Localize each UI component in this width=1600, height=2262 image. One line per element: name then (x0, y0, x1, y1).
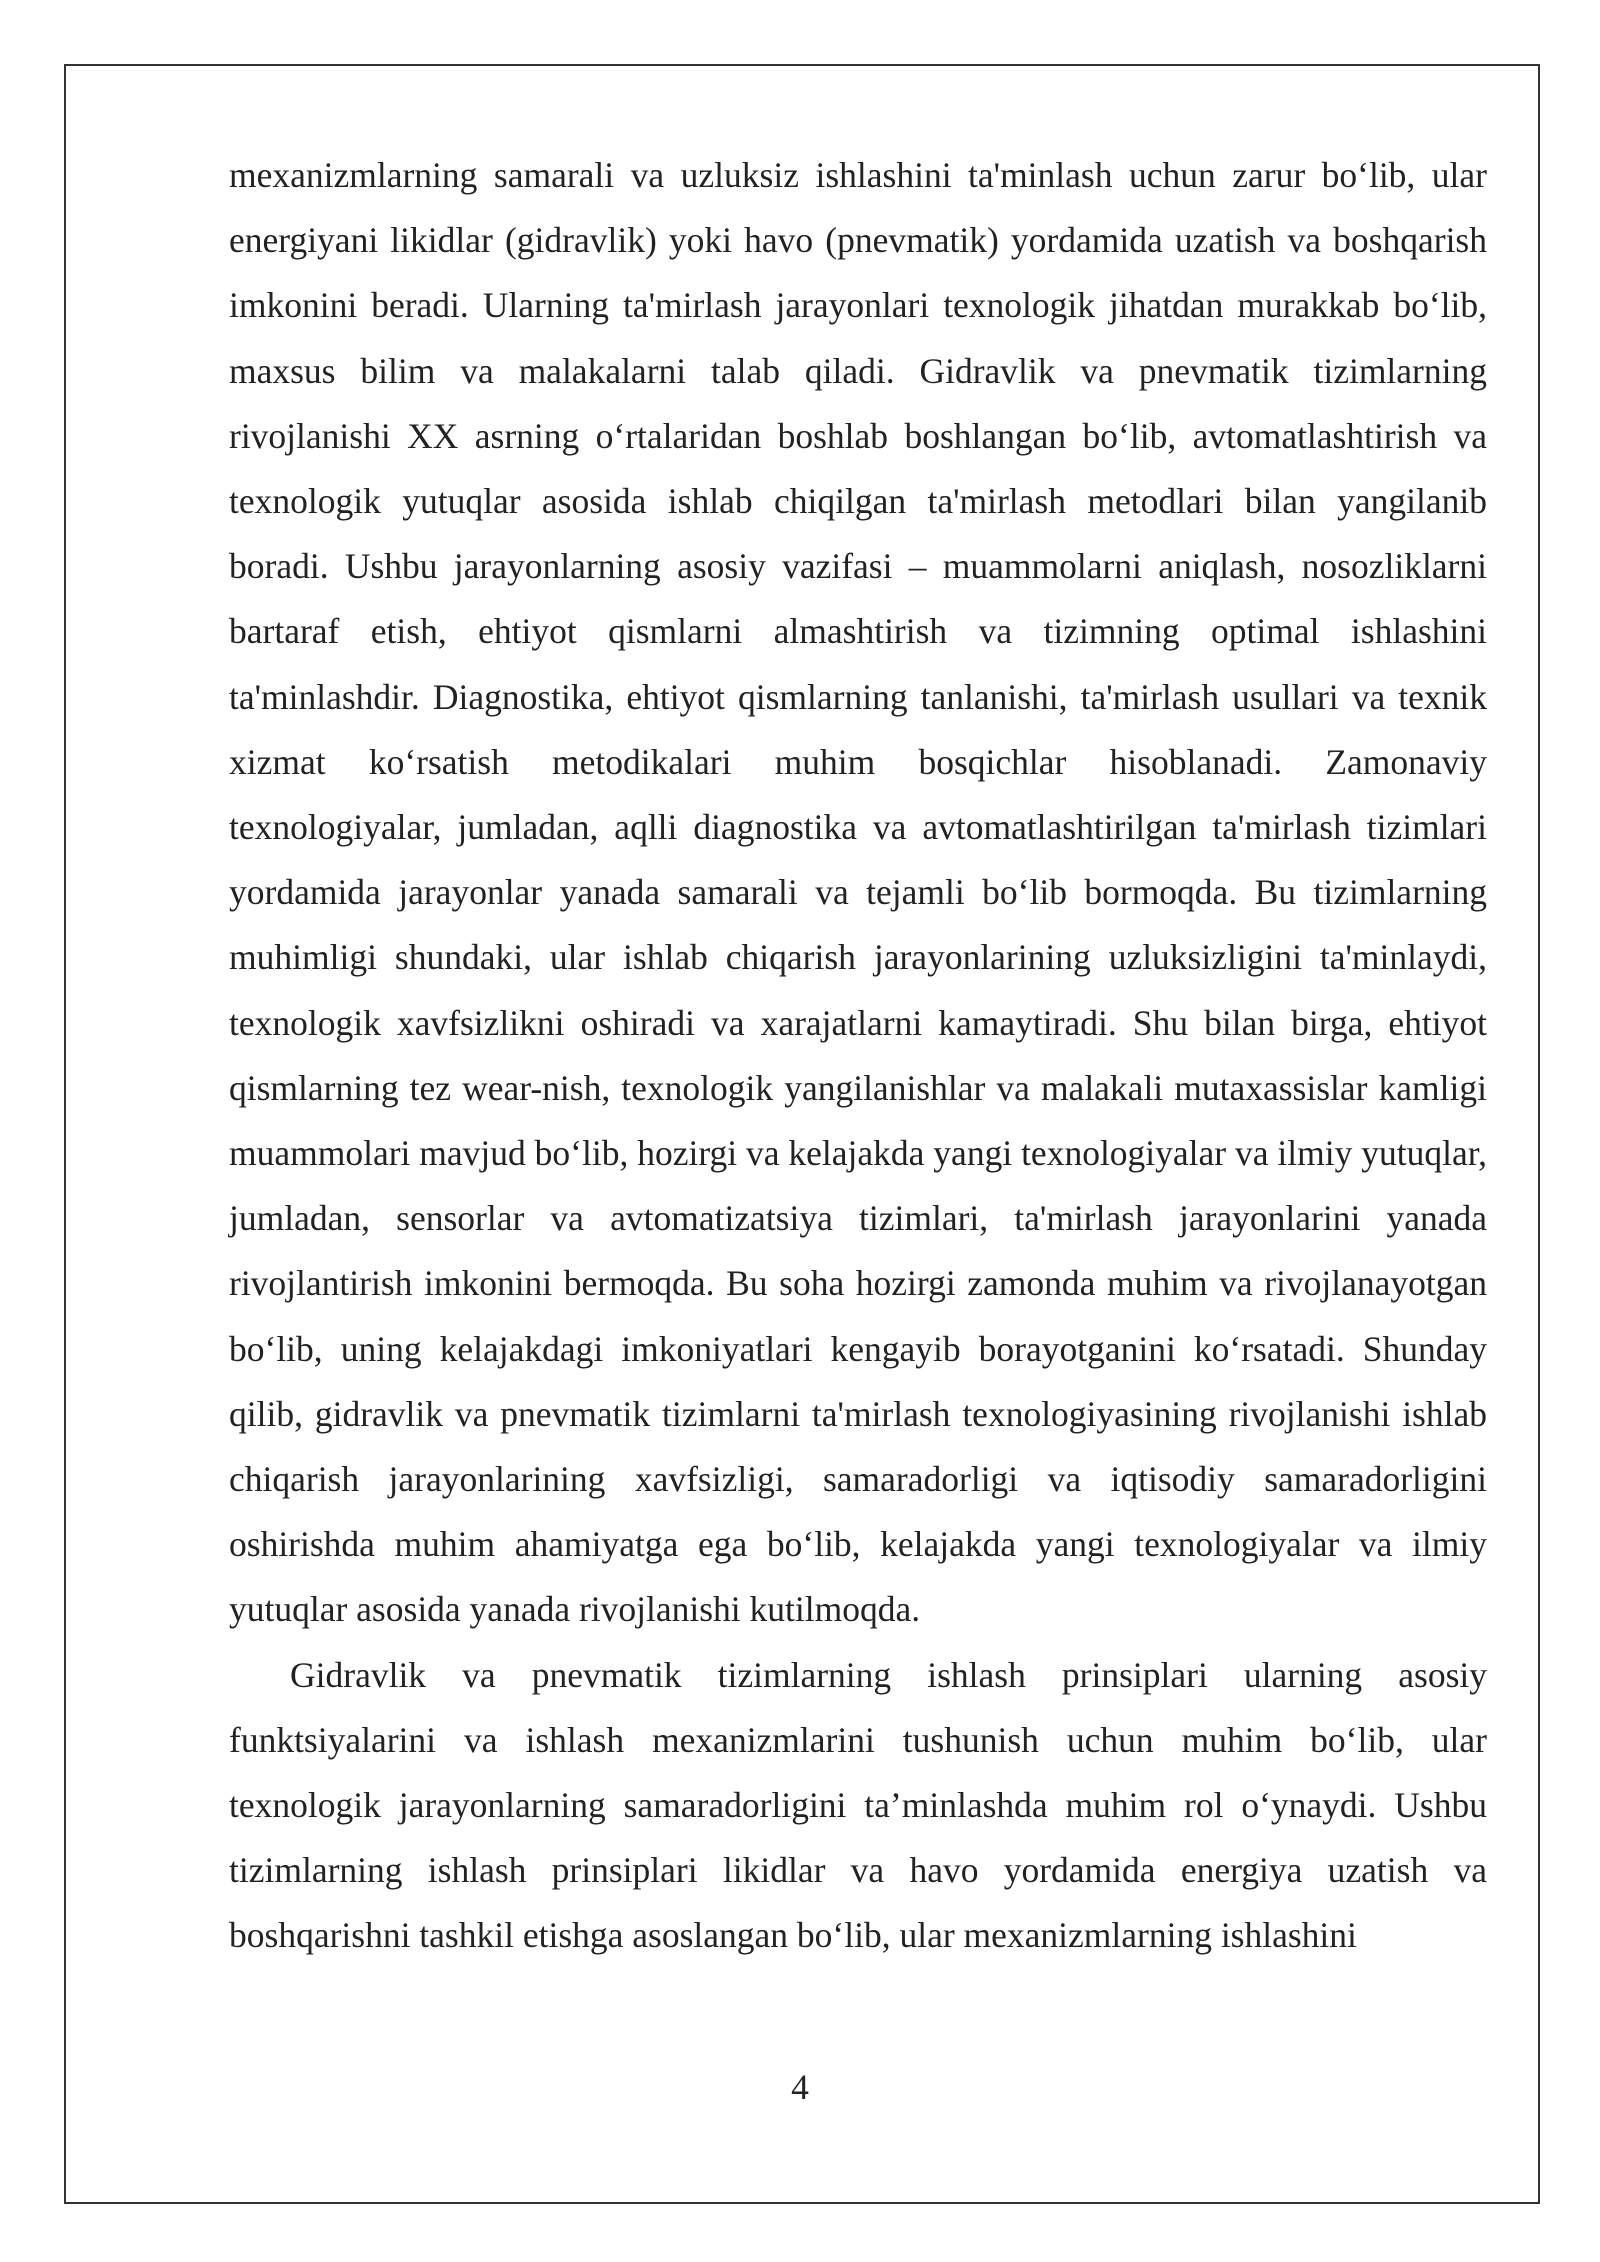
body-paragraph-2: Gidravlik va pnevmatik tizimlarning ishlash prinsiplari ularning asosiy funktsiyalarini va ishlash mexanizmlarini tushunish uchun muhim bo‘lib, ular texnologik jarayonlarning samaradorligini ta’minlashda muhim rol o‘ynaydi. Ushbu tizimlarning ishlash prinsiplari likidlar va havo yordamida energiya uzatish va boshqarishni tashkil etishga asoslangan bo‘lib, ular mexanizmlarning ishlashini (229, 1654, 1487, 1956)
body-paragraph-1: mexanizmlarning samarali va uzluksiz ishlashini ta'minlash uchun zarur bo‘lib, ular energiyani likidlar (gidravlik) yoki havo (pnevmatik) yordamida uzatish va boshqarish imkonini beradi. Ularning ta'mirlash jarayonlari texnologik jihatdan murakkab bo‘lib, maxsus bilim va malakalarni talab qiladi. Gidravlik va pnevmatik tizimlarning rivojlanishi XX asrning o‘rtalaridan boshlab boshlangan bo‘lib, avtomatlashtirish va texnologik yutuqlar asosida ishlab chiqilgan ta'mirlash metodlari bilan yangilanib boradi. Ushbu jarayonlarning asosiy vazifasi – muammolarni aniqlash, nosozliklarni bartaraf etish, ehtiyot qismlarni almashtirish va tizimning optimal ishlashini ta'minlashdir. Diagnostika, ehtiyot qismlarning tanlanishi, ta'mirlash usullari va texnik xizmat ko‘rsatish metodikalari muhim bosqichlar hisoblanadi. Zamonaviy texnologiyalar, jumladan, aqlli diagnostika va avtomatlashtirilgan ta'mirlash tizimlari yordamida jarayonlar yanada samarali va tejamli bo‘lib bormoqda. Bu tizimlarning muhimligi shundaki, ular ishlab chiqarish jarayonlarining uzluksizligini ta'minlaydi, texnologik xavfsizlikni oshiradi va xarajatlarni kamaytiradi. Shu bilan birga, ehtiyot qismlarning tez wear-nish, texnologik yangilanishlar va malakali mutaxassislar kamligi muammolari mavjud bo‘lib, hozirgi va kelajakda yangi texnologiyalar va ilmiy yutuqlar, jumladan, sensorlar va avtomatizatsiya tizimlari, ta'mirlash jarayonlarini yanada rivojlantirish imkonini bermoqda. Bu soha hozirgi zamonda muhim va rivojlanayotgan bo‘lib, uning kelajakdagi imkoniyatlari kengayib borayotganini ko‘rsatadi. Shunday qilib, gidravlik va pnevmatik tizimlarni ta'mirlash texnologiyasining rivojlanishi ishlab chiqarish jarayonlarining xavfsizligi, samaradorligi va iqtisodiy samaradorligini oshirishda muhim ahamiyatga ega bo‘lib, kelajakda yangi texnologiyalar va ilmiy yutuqlar asosida yanada rivojlanishi kutilmoqda. (229, 155, 1487, 1630)
page-number: 4 (791, 2067, 809, 2107)
document-body (229, 143, 1487, 1969)
